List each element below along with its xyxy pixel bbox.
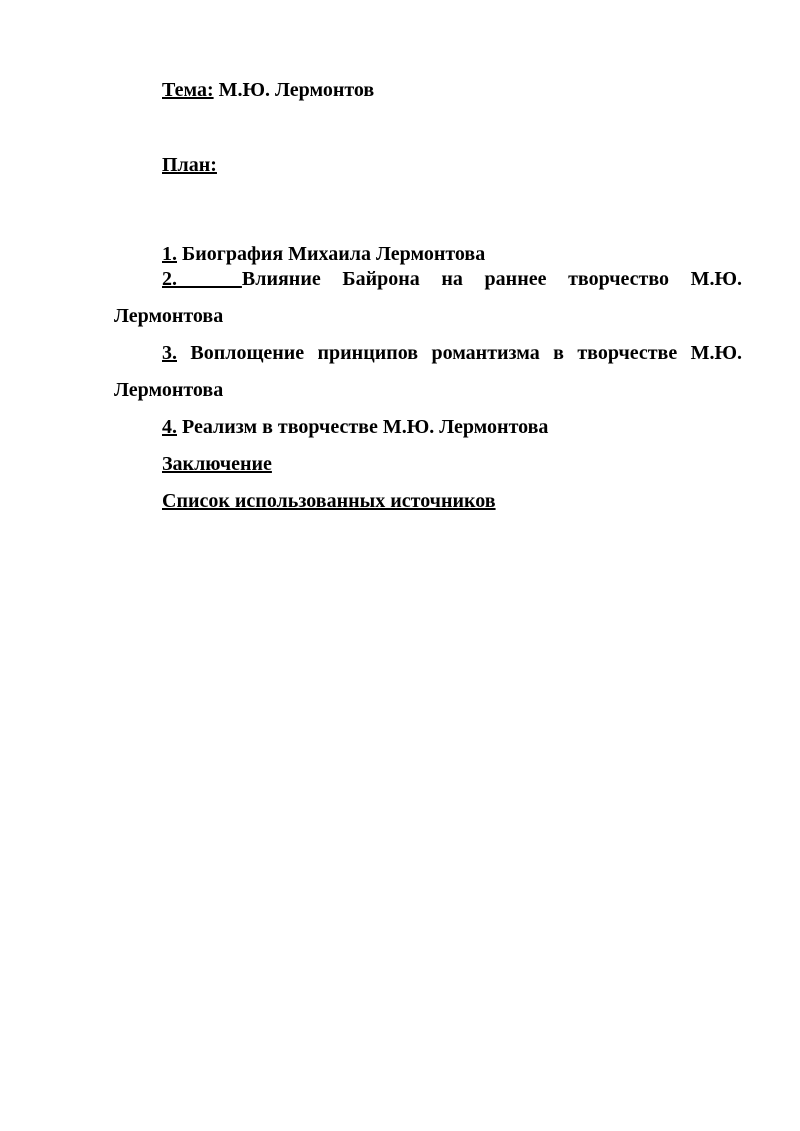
plan-item-3-text: Воплощение принципов романтизма в творчестве М.Ю. [177, 342, 742, 364]
plan-item-1-text: Биография Михаила Лермонтова [177, 243, 486, 265]
plan-item-3 [162, 341, 742, 365]
plan-label: План: [162, 154, 217, 176]
plan-item-4 [162, 415, 548, 439]
plan-item-3-number: 3. [162, 342, 177, 364]
plan-item-3-continuation: Лермонтова [114, 379, 224, 401]
topic-label: Тема: [162, 79, 214, 101]
plan-item-4-text: Реализм в творчестве М.Ю. Лермонтова [177, 416, 549, 438]
plan-item-2-continuation: Лермонтова [114, 305, 224, 327]
plan-item-2 [162, 267, 742, 291]
plan-item-4-number: 4. [162, 416, 177, 438]
plan-item-1 [162, 242, 485, 266]
plan-item-2-number: 2. [162, 268, 177, 290]
conclusion-item: Заключение [162, 453, 272, 475]
topic-value: М.Ю. Лермонтов [213, 79, 375, 101]
plan-item-2-text: Влияние Байрона на раннее творчество М.Ю. [241, 268, 743, 290]
topic-line [162, 78, 374, 102]
sources-item: Список использованных источников [162, 490, 496, 512]
plan-item-1-number: 1. [162, 243, 177, 265]
